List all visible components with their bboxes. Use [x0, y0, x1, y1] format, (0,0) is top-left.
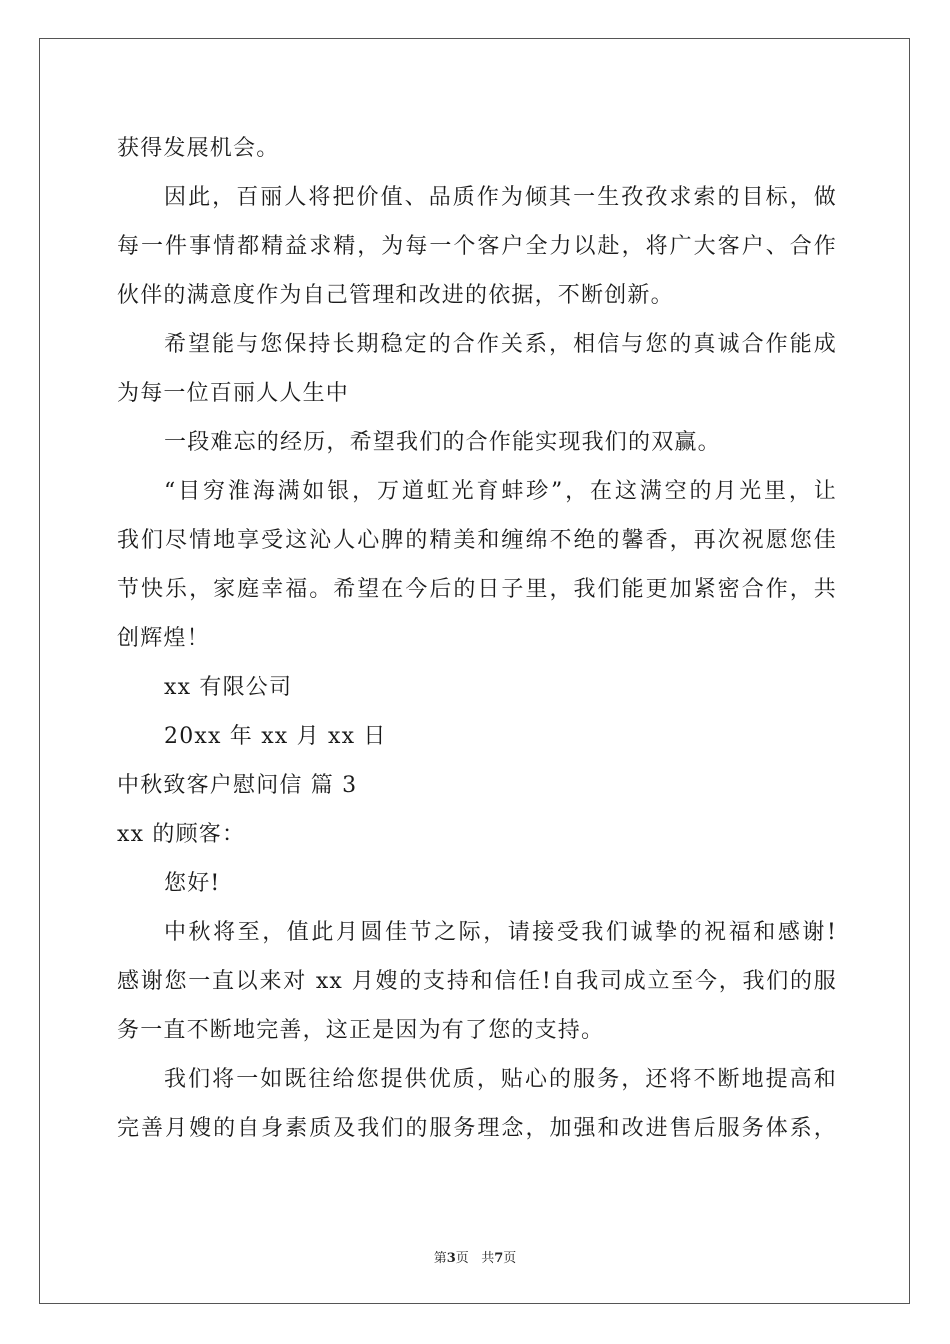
greeting: 您好!	[164, 871, 221, 896]
footer-page-suffix: 页	[455, 1251, 469, 1266]
text-line: 务一直不断地完善，这正是因为有了您的支持。	[117, 1018, 605, 1043]
salutation: xx 的顾客：	[117, 822, 246, 847]
text-line: 因此，百丽人将把价值、品质作为倾其一生孜孜求索的目标，做	[164, 185, 837, 210]
signature-date: 20xx 年 xx 月 xx 日	[164, 724, 387, 749]
text-line: 创辉煌！	[117, 626, 210, 651]
text-line: 获得发展机会。	[117, 136, 280, 161]
footer-page-prefix: 第	[433, 1251, 447, 1266]
section-title: 中秋致客户慰问信 篇 3	[117, 773, 358, 798]
footer-page-number: 3	[446, 1251, 456, 1266]
text-line: 为每一位百丽人人生中	[117, 381, 350, 406]
text-line: 感谢您一直以来对 xx 月嫂的支持和信任!自我司成立至今，我们的服	[117, 969, 837, 994]
text-line: 我们将一如既往给您提供优质，贴心的服务，还将不断地提高和	[164, 1067, 837, 1092]
footer-total-prefix: 共	[481, 1251, 495, 1266]
footer-total-suffix: 页	[503, 1251, 517, 1266]
text-line: 伙伴的满意度作为自己管理和改进的依据，不断创新。	[117, 283, 674, 308]
text-line: 完善月嫂的自身素质及我们的服务理念，加强和改进售后服务体系，	[117, 1116, 837, 1141]
text-line: 中秋将至，值此月圆佳节之际，请接受我们诚挚的祝福和感谢!	[164, 920, 837, 945]
text-line: 我们尽情地享受这沁人心脾的精美和缠绵不绝的馨香，再次祝愿您佳	[117, 528, 837, 553]
text-line: 每一件事情都精益求精，为每一个客户全力以赴，将广大客户、合作	[117, 234, 837, 259]
text-line: 希望能与您保持长期稳定的合作关系，相信与您的真诚合作能成	[164, 332, 837, 357]
signature-company: xx 有限公司	[164, 675, 293, 700]
footer-total-number: 7	[494, 1251, 504, 1266]
text-line: 一段难忘的经历，希望我们的合作能实现我们的双赢。	[164, 430, 721, 455]
text-line: “目穷淮海满如银，万道虹光育蚌珍”，在这满空的月光里，让	[164, 479, 837, 504]
document-body	[117, 124, 837, 1153]
text-line: 节快乐，家庭幸福。希望在今后的日子里，我们能更加紧密合作，共	[117, 577, 837, 602]
page-footer	[0, 1247, 950, 1266]
